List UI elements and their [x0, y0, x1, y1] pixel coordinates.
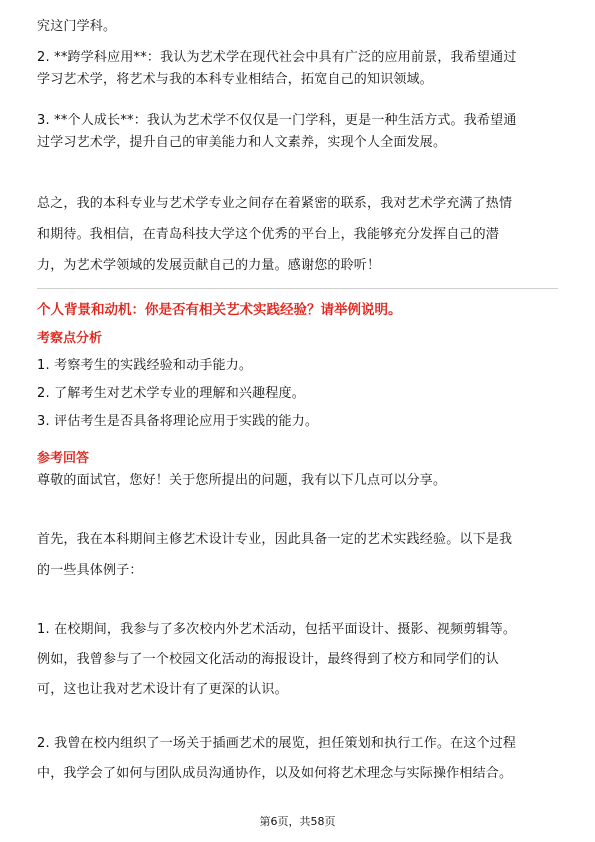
list-item: 3. 评估考生是否具备将理论应用于实践的能力。 — [37, 414, 319, 429]
analysis-heading: 考察点分析 — [37, 331, 103, 346]
text-line: 2. 我曾在校内组织了一场关于插画艺术的展览，担任策划和执行工作。在这个过程 — [37, 736, 517, 751]
text-line: 究这门学科。 — [37, 19, 117, 34]
list-item: 2. 了解考生对艺术学专业的理解和兴趣程度。 — [37, 386, 305, 401]
continuation-paragraph — [37, 16, 558, 38]
list-item-interdisciplinary — [37, 47, 558, 91]
list-item: 1. 考察考生的实践经验和动手能力。 — [37, 358, 253, 373]
text-line: 和期待。我相信，在青岛科技大学这个优秀的平台上，我能够充分发挥自己的潜 — [37, 227, 500, 242]
section-divider — [37, 288, 558, 289]
question-heading: 个人背景和动机：你是否有相关艺术实践经验？请举例说明。 — [37, 302, 402, 318]
text-line: 中，我学会了如何与团队成员沟通协作，以及如何将艺术理念与实际操作相结合。 — [37, 766, 513, 781]
text-line: 可，这也让我对艺术设计有了更深的认识。 — [37, 682, 288, 697]
page-number-footer: 第6页，共58页 — [259, 815, 336, 828]
answer-example-2 — [37, 733, 558, 785]
text-line: 2. **跨学科应用**：我认为艺术学在现代社会中具有广泛的应用前景，我希望通过 — [37, 50, 517, 65]
text-line: 1. 在校期间，我参与了多次校内外艺术活动，包括平面设计、摄影、视频剪辑等。 — [37, 622, 517, 637]
answer-greeting — [37, 470, 558, 492]
text-line: 过学习艺术学，提升自己的审美能力和人文素养，实现个人全面发展。 — [37, 135, 447, 150]
list-item-personal-growth — [37, 110, 558, 154]
conclusion-paragraph — [37, 193, 558, 277]
text-line: 力，为艺术学领域的发展贡献自己的力量。感谢您的聆听！ — [37, 258, 381, 273]
text-line: 学习艺术学，将艺术与我的本科专业相结合，拓宽自己的知识领域。 — [37, 72, 434, 87]
analysis-list — [37, 355, 558, 433]
text-line: 3. **个人成长**：我认为艺术学不仅仅是一门学科，更是一种生活方式。我希望通 — [37, 113, 517, 128]
text-line: 总之，我的本科专业与艺术学专业之间存在着紧密的联系，我对艺术学充满了热情 — [37, 196, 513, 211]
text-line: 例如，我曾参与了一个校园文化活动的海报设计，最终得到了校方和同学们的认 — [37, 652, 500, 667]
text-line: 尊敬的面试官，您好！关于您所提出的问题，我有以下几点可以分享。 — [37, 473, 447, 488]
answer-intro-paragraph — [37, 529, 558, 582]
text-line: 的一些具体例子： — [37, 563, 143, 578]
answer-example-1 — [37, 619, 558, 701]
answer-heading: 参考回答 — [37, 451, 90, 466]
text-line: 首先，我在本科期间主修艺术设计专业，因此具备一定的艺术实践经验。以下是我 — [37, 532, 513, 547]
